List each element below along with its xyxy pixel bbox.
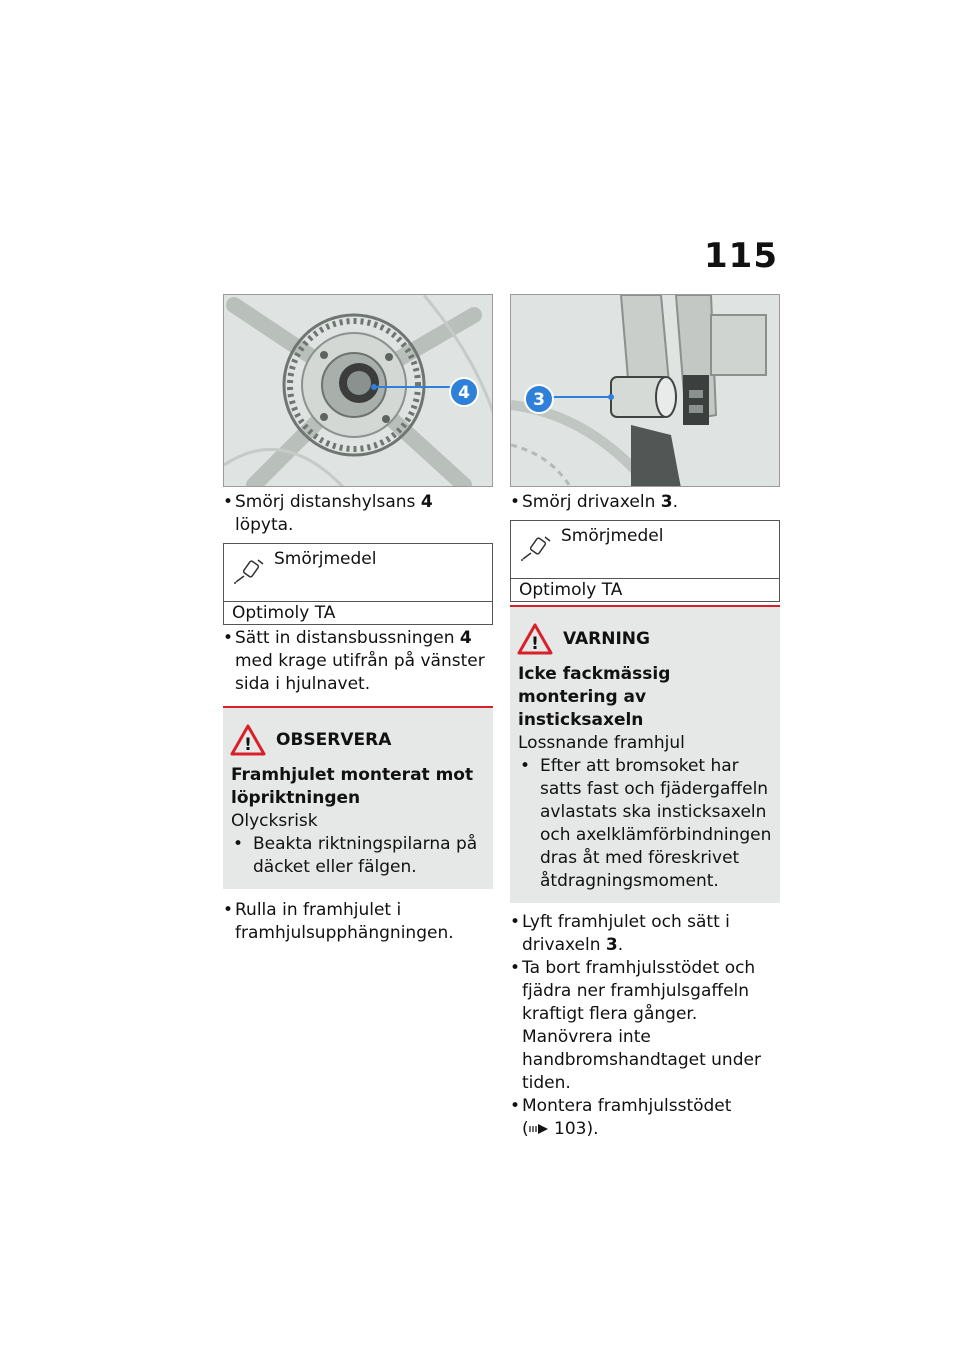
- notice-title: OBSERVERA: [276, 730, 392, 750]
- grease-gun-icon: [519, 535, 553, 561]
- notice-box: [223, 706, 493, 889]
- step-grease-sleeve: • Smörj distanshylsans 4 löpyta.: [223, 492, 433, 535]
- step-insert-bushing: • Sätt in distansbussningen 4 med krage utifrån på vänster sida i hjulnavet.: [223, 628, 485, 694]
- callout-3: 3: [533, 390, 545, 410]
- notice-risk: Olycksrisk: [231, 811, 318, 831]
- lubricant-value: Optimoly TA: [232, 603, 336, 623]
- photo-spacer-sleeve: [223, 294, 493, 487]
- warning-risk: Lossnande framhjul: [518, 733, 685, 753]
- lubricant-value: Optimoly TA: [519, 580, 623, 600]
- fork-axle-illustration: [511, 295, 780, 487]
- lubricant-label: Smörjmedel: [274, 549, 377, 569]
- warning-title: VARNING: [563, 629, 650, 649]
- warning-box: [510, 605, 780, 903]
- photo-drive-axle: [510, 294, 780, 487]
- lubricant-box: [223, 543, 493, 625]
- callout-4: 4: [458, 383, 470, 403]
- warning-heading: Icke fackmässig montering av insticksaxeln: [518, 664, 671, 730]
- grease-gun-icon: [232, 558, 266, 584]
- warning-item: • Efter att bromsoket har satts fast och fjädergaffeln avlastats ska insticksaxeln och axelklämförbindningen dras åt med föreskrivet åtdragningsmoment.: [520, 756, 772, 891]
- notice-heading: Framhjulet monterat mot löpriktningen: [231, 765, 474, 808]
- step-grease-axle: • Smörj drivaxeln 3.: [510, 492, 678, 512]
- step-roll-in-wheel: • Rulla in framhjulet i framhjulsupphängningen.: [223, 900, 454, 943]
- warning-triangle-icon: [517, 623, 553, 655]
- step-mount-stand: • Montera framhjulsstödet ( 103).: [510, 1096, 732, 1139]
- warning-triangle-icon: [230, 724, 266, 756]
- svg-text:!: !: [244, 735, 252, 755]
- svg-text:!: !: [531, 634, 539, 654]
- page-number: 115: [704, 236, 778, 276]
- page-reference[interactable]: 103: [554, 1119, 587, 1139]
- right-column: [510, 294, 780, 1141]
- step-lift-wheel: • Lyft framhjulet och sätt i drivaxeln 3.: [510, 912, 730, 955]
- wheel-hub-illustration: [224, 295, 493, 487]
- notice-item: • Beakta riktningspilarna på däcket eller fälgen.: [233, 834, 478, 877]
- step-remove-stand: • Ta bort framhjulsstödet och fjädra ner framhjulsgaffeln kraftigt flera gånger. Manövrera inte handbromshandtaget under tiden.: [510, 958, 761, 1093]
- left-column: [223, 294, 493, 945]
- lubricant-box-right: [510, 520, 780, 602]
- page-reference-arrow-icon: [529, 1123, 549, 1135]
- lubricant-label: Smörjmedel: [561, 526, 664, 546]
